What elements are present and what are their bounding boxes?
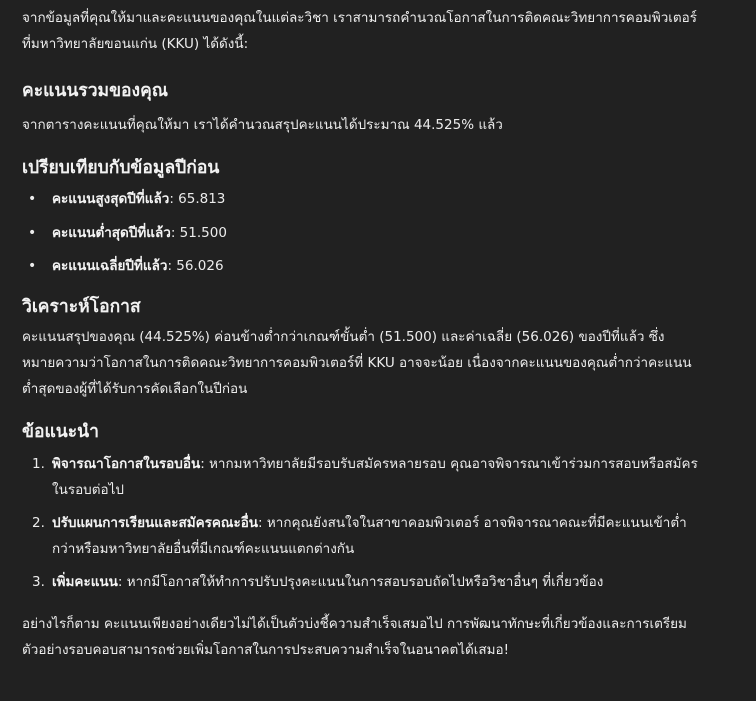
list-number: 3. (32, 574, 45, 590)
list-item-label: เพิ่มคะแนน (52, 574, 118, 590)
bullet-icon: • (28, 258, 37, 274)
list-number: 1. (32, 456, 45, 472)
advice-heading: ข้อแนะนำ (22, 422, 99, 442)
list-item (22, 253, 698, 279)
analysis-heading: วิเคราะห์โอกาส (22, 297, 141, 317)
intro-paragraph: จากข้อมูลที่คุณให้มาและคะแนนของคุณในแต่ละวิชา เราสามารถคำนวณโอกาสในการติดคณะวิทยาการคอมพิวเตอร์ที่มหาวิทยาลัยขอนแก่น (KKU) ได้ดังนี้: (22, 10, 698, 52)
list-item-label: ปรับแผนการเรียนและสมัครคณะอื่น (52, 515, 259, 531)
bullet-icon: • (28, 191, 37, 207)
bullet-icon: • (28, 224, 37, 241)
assistant-message (22, 5, 698, 663)
analysis-paragraph: คะแนนสรุปของคุณ (44.525%) ค่อนข้างต่ำกว่าเกณฑ์ขั้นต่ำ (51.500) และค่าเฉลี่ย (56.026) ของปีที่แล้ว ซึ่งหมายความว่าโอกาสในการติดคณะวิทยาการคอมพิวเตอร์ที่ KKU อาจจะน้อย เนื่องจากคะแนนของคุณต่ำกว่าคะแนนต่ำสุดของผู้ที่ได้รับการคัดเลือกในปีก่อน (22, 329, 692, 397)
score-paragraph: จากตารางคะแนนที่คุณให้มา เราได้คำนวณสรุปคะแนนได้ประมาณ 44.525% แล้ว (22, 117, 503, 133)
list-item-label: พิจารณาโอกาสในรอบอื่น (52, 456, 201, 472)
list-item-text: : หากคุณยังสนใจในสาขาคอมพิวเตอร์ อาจพิจารณาคณะที่มีคะแนนเข้าต่ำกว่าหรือมหาวิทยาลัยอื่นที่มีเกณฑ์คะแนนแตกต่างกัน (52, 515, 687, 557)
list-item (22, 569, 698, 595)
list-item-label: คะแนนสูงสุดปีที่แล้ว (52, 191, 170, 207)
list-item-label: คะแนนต่ำสุดปีที่แล้ว (52, 224, 171, 241)
list-item (22, 510, 698, 562)
list-number: 2. (32, 515, 45, 531)
list-item (22, 186, 698, 212)
list-item-value: : 56.026 (167, 258, 224, 274)
list-item-label: คะแนนเฉลี่ยปีที่แล้ว (52, 258, 168, 274)
list-item-value: : 65.813 (169, 191, 226, 207)
compare-list (22, 186, 698, 279)
list-item (22, 451, 698, 503)
compare-heading: เปรียบเทียบกับข้อมูลปีก่อน (22, 158, 220, 178)
list-item-value: : 51.500 (170, 224, 227, 241)
closing-paragraph: อย่างไรก็ตาม คะแนนเพียงอย่างเดียวไม่ได้เป็นตัวบ่งชี้ความสำเร็จเสมอไป การพัฒนาทักษะที่เกี่ยวข้องและการเตรียมตัวอย่างรอบคอบสามารถช่วยเพิ่มโอกาสในการประสบความสำเร็จในอนาคตได้เสมอ! (22, 616, 687, 658)
list-item-text: : หากมหาวิทยาลัยมีรอบรับสมัครหลายรอบ คุณอาจพิจารณาเข้าร่วมการสอบหรือสมัครในรอบต่อไป (52, 456, 698, 498)
score-heading: คะแนนรวมของคุณ (22, 81, 169, 101)
list-item-text: : หากมีโอกาสให้ทำการปรับปรุงคะแนนในการสอบรอบถัดไปหรือวิชาอื่นๆ ที่เกี่ยวข้อง (117, 574, 604, 590)
list-item (22, 220, 698, 246)
advice-list (22, 451, 698, 595)
